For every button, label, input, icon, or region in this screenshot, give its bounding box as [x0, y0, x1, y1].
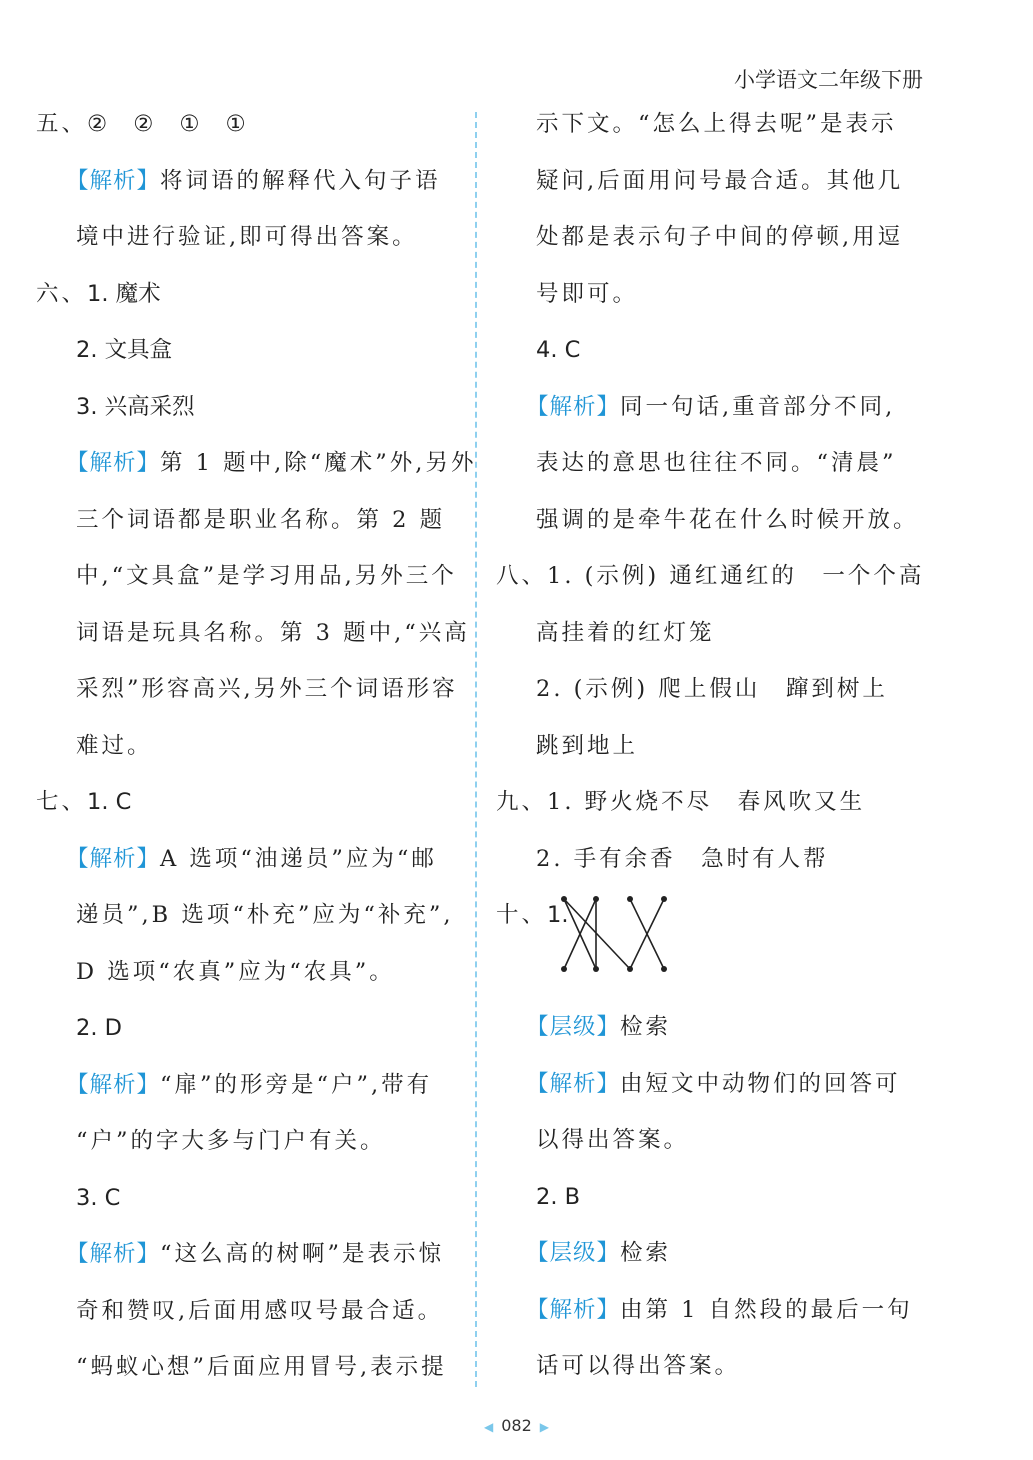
analysis-line: “蚂蚁心想”后面应用冒号,表示提: [76, 1354, 447, 1380]
section-8-q2: 2. (示例) 爬上假山 蹿到树上: [536, 676, 888, 702]
level-tag: 【层级】: [526, 1240, 621, 1266]
section-6-q3: [36, 379, 456, 436]
analysis-line: [36, 435, 477, 492]
analysis-line: 强调的是牵牛花在什么时候开放。: [536, 506, 919, 533]
analysis-line: 奇和赞叹,后面用感叹号最合适。: [76, 1297, 444, 1324]
answer: ②: [133, 111, 154, 137]
analysis-line: 三个词语都是职业名称。第 2 题: [76, 506, 446, 533]
triangle-right-icon: ▶: [539, 1420, 549, 1434]
analysis-line: 中,“文具盒”是学习用品,另外三个: [76, 563, 457, 589]
section-9-q1: [496, 774, 936, 831]
answer-text: 4. C: [536, 337, 581, 363]
section-7-q1: [36, 774, 456, 831]
answer: ①: [225, 111, 246, 137]
analysis-line: 采烈”形容高兴,另外三个词语形容: [76, 676, 458, 702]
section-label: 五、: [36, 111, 88, 137]
analysis-tag: 【解析】: [66, 1241, 161, 1267]
section-label: 八、: [496, 563, 548, 589]
page-footer: [0, 1416, 1033, 1435]
analysis-line: [496, 1282, 936, 1339]
analysis-tag: 【解析】: [66, 1071, 161, 1098]
analysis-line: [496, 1056, 936, 1113]
answer-text: 1. C: [87, 789, 132, 815]
analysis-tag: 【解析】: [66, 845, 161, 872]
triangle-left-icon: ◀: [483, 1420, 494, 1434]
analysis-line: [36, 831, 456, 888]
analysis-text: 第 1 题中,除“魔术”外,另外: [160, 450, 477, 476]
match-dot: [661, 896, 667, 902]
analysis-line: 示下文。“怎么上得去呢”是表示: [536, 111, 897, 137]
section-label: 十、: [496, 902, 548, 928]
level-text: 检索: [620, 1014, 672, 1040]
matching-lines-diagram: [556, 893, 676, 979]
analysis-tag: 【解析】: [526, 1070, 621, 1097]
answer-text: 1.: [547, 902, 569, 928]
analysis-tag: 【解析】: [526, 1296, 621, 1323]
section-6-q1: [36, 266, 456, 323]
answer-text: 1. 魔术: [87, 280, 161, 307]
match-dot: [627, 896, 633, 902]
section-6-q2: [36, 322, 456, 379]
answer-line: 高挂着的红灯笼: [536, 619, 715, 646]
analysis-tag: 【解析】: [526, 393, 621, 420]
section-9-q2: 2. 手有余香 急时有人帮: [536, 845, 829, 872]
section-label: 七、: [36, 789, 88, 815]
section-10-q2: [496, 1169, 936, 1226]
analysis-text: 将词语的解释代入句子语: [160, 167, 441, 194]
analysis-line: 表达的意思也往往不同。“清晨”: [536, 450, 897, 476]
column-divider: [475, 112, 477, 1387]
answer: ②: [87, 111, 108, 137]
analysis-line: [36, 1057, 456, 1114]
analysis-text: “扉”的形旁是“户”,带有: [160, 1071, 433, 1098]
section-5-answers: [36, 96, 456, 153]
book-title: 小学语文二年级下册: [734, 68, 923, 92]
analysis-text: 由短文中动物们的回答可: [620, 1070, 901, 1097]
level-line: [496, 999, 936, 1056]
section-7-q3: [36, 1170, 456, 1227]
match-dot: [593, 966, 599, 972]
analysis-line: 疑问,后面用问号最合适。其他几: [536, 167, 904, 194]
answer-text: 2. D: [76, 1015, 122, 1041]
analysis-line: [36, 153, 456, 210]
analysis-line: 境中进行验证,即可得出答案。: [76, 224, 418, 250]
analysis-line: 号即可。: [536, 280, 639, 307]
right-column: [496, 96, 936, 1395]
analysis-line: [496, 379, 936, 436]
analysis-line: 话可以得出答案。: [536, 1353, 741, 1379]
answer-text: 3. 兴高采烈: [76, 393, 195, 420]
analysis-text: 同一句话,重音部分不同,: [620, 393, 896, 420]
analysis-tag: 【解析】: [66, 450, 161, 476]
analysis-line: 以得出答案。: [536, 1127, 690, 1153]
analysis-tag: 【解析】: [66, 167, 161, 194]
analysis-text: “这么高的树啊”是表示惊: [160, 1241, 445, 1267]
section-label: 六、: [36, 280, 88, 307]
level-text: 检索: [620, 1240, 672, 1266]
section-7-q4: [496, 322, 936, 379]
match-dot: [661, 966, 667, 972]
analysis-line: 难过。: [76, 732, 153, 759]
match-dot: [627, 966, 633, 972]
analysis-text: A 选项“油递员”应为“邮: [160, 845, 437, 872]
analysis-line: 处都是表示句子中间的停顿,用逗: [536, 224, 904, 250]
answer: ①: [179, 111, 200, 137]
answer-text: 1. (示例) 通红通红的 一个个高: [547, 563, 925, 589]
left-column: [36, 96, 477, 1396]
page-number: 082: [501, 1416, 532, 1435]
section-7-q2: [36, 1000, 456, 1057]
match-dot: [561, 896, 567, 902]
analysis-line: “户”的字大多与门户有关。: [76, 1128, 386, 1154]
analysis-line: [36, 1226, 456, 1283]
answer-line: 跳到地上: [536, 732, 639, 759]
level-tag: 【层级】: [526, 1014, 621, 1040]
match-line: [564, 899, 630, 969]
section-8-q1: [496, 548, 936, 605]
match-dot: [561, 966, 567, 972]
answer-text: 1. 野火烧不尽 春风吹又生: [547, 789, 866, 815]
answer-text: 2. 文具盒: [76, 337, 173, 363]
analysis-text: 由第 1 自然段的最后一句: [620, 1296, 913, 1323]
answer-text: 2. B: [536, 1183, 581, 1210]
analysis-line: D 选项“农真”应为“农具”。: [76, 958, 395, 985]
answer-text: 3. C: [76, 1184, 121, 1211]
match-dot: [593, 896, 599, 902]
level-line: [496, 1225, 936, 1282]
analysis-line: 递员”,B 选项“朴充”应为“补充”,: [76, 902, 454, 928]
section-10-q1: [496, 887, 936, 999]
analysis-line: 词语是玩具名称。第 3 题中,“兴高: [76, 619, 470, 646]
section-label: 九、: [496, 789, 548, 815]
